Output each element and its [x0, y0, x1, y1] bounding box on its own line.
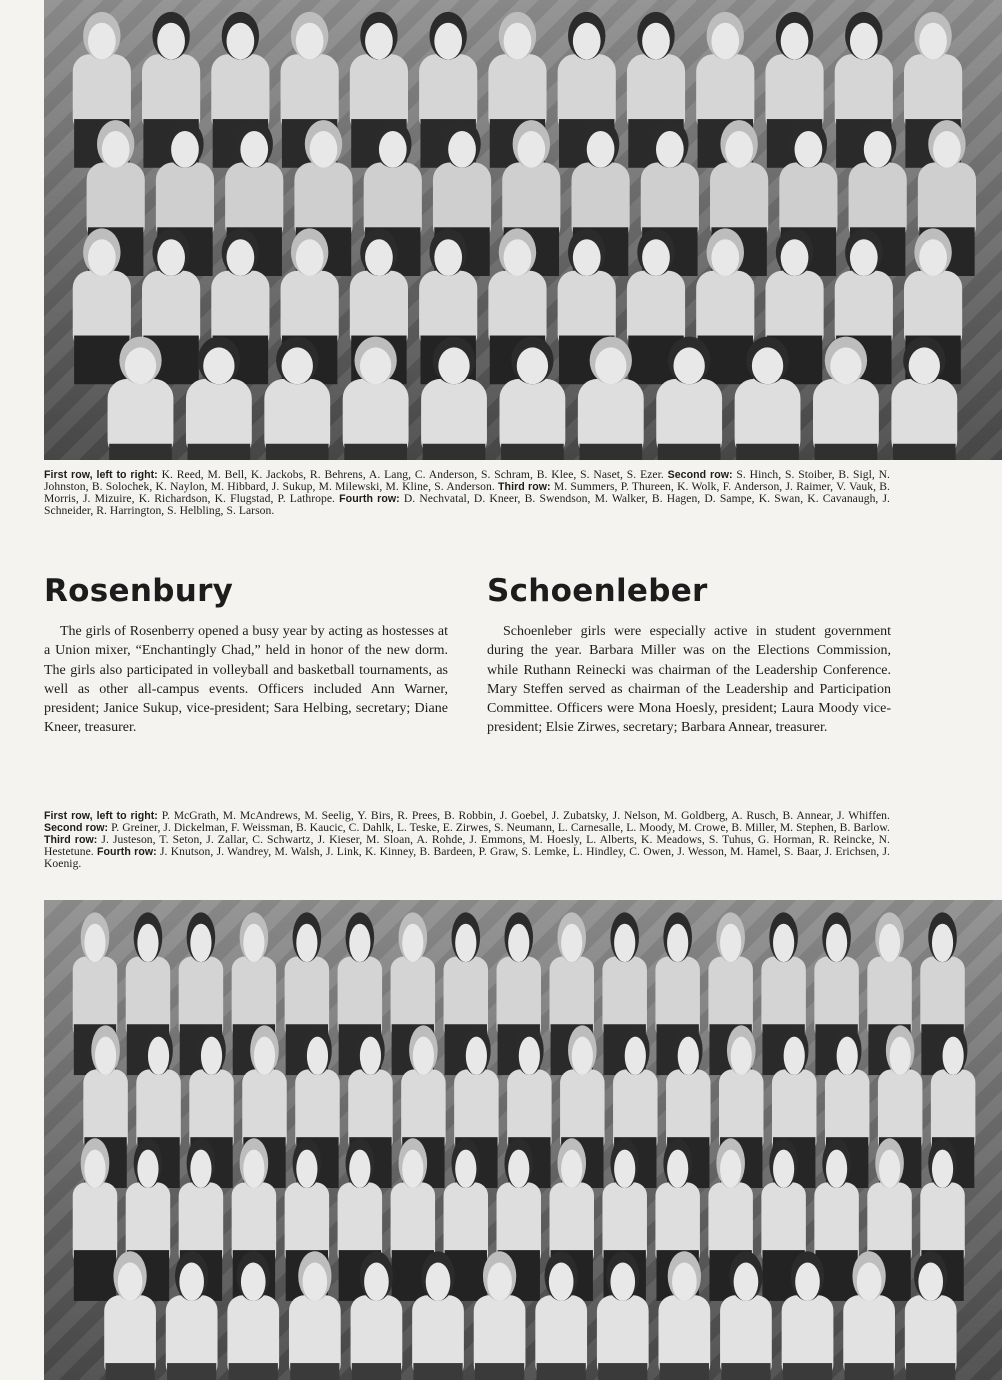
schoenleber-group-photo — [44, 900, 1002, 1380]
rosenbury-caption-row2-names: S. Hinch, S. Stoiber, B. Sigl, N. Johnston, B. Solochek, K. Naylon, M. Hibbard, J. Sukup, M. Milewski, M. Kline, S. Anderson. — [44, 468, 890, 494]
rosenbury-body: The girls of Rosenberry opened a busy year by acting as hostesses at a Union mixer, “Enchantingly Chad,” held in honor of the new dorm. The girls also participated in volleyball and basketball tournaments, as well as other all-campus events. Officers included Ann Warner, president; Janice Sukup, vice-president; Sara Helbing, secretary; Diane Kneer, treasurer. — [44, 624, 448, 736]
schoenleber-caption-row3-names: J. Justeson, T. Seton, J. Zallar, C. Schwartz, J. Kieser, M. Sloan, A. Rohde, J. Emmons, M. Hoesly, L. Alberts, K. Meadows, S. Tuhus, G. Horman, R. Reincke, N. Hestetune. — [44, 833, 890, 859]
rosenbury-caption-row2-label: Second row: — [667, 469, 733, 481]
rosenbury-heading: Rosenbury — [44, 573, 234, 609]
schoenleber-caption-row2-names: P. Greiner, J. Dickelman, F. Weissman, B. Kaucic, C. Dahlk, L. Teske, E. Zirwes, S. Neumann, L. Carnesalle, L. Moody, M. Crowe, B. Miller, M. Stephen, B. Barlow. — [111, 821, 890, 835]
schoenleber-photo-caption — [44, 810, 890, 870]
schoenleber-heading: Schoenleber — [487, 573, 708, 609]
schoenleber-caption-row1-names: P. McGrath, M. McAndrews, M. Seelig, Y. Birs, R. Prees, B. Robbin, J. Goebel, J. Zubatsky, J. Nelson, M. Goldberg, A. Rusch, B. Annear, J. Whiffen. — [161, 809, 890, 822]
schoenleber-caption-row4-label: Fourth row: — [97, 846, 157, 859]
schoenleber-photo-figures — [44, 900, 1002, 1380]
schoenleber-caption-row3-label: Third row: — [44, 834, 98, 847]
rosenbury-caption-row4-names: D. Nechvatal, D. Kneer, B. Swendson, M. Walker, B. Hagen, D. Sampe, K. Swan, K. Cavanaugh, J. Schneider, R. Harrington, S. Helbling, S. Larson. — [44, 492, 891, 518]
rosenbury-caption-row3-label: Third row: — [498, 481, 551, 494]
rosenbury-caption-row3-names: M. Summers, P. Thureen, K. Wolk, F. Anderson, J. Raimer, V. Vauk, B. Morris, J. Mizuire, K. Richardson, K. Flugstad, P. Lathrope. — [44, 480, 891, 506]
schoenleber-caption-row2-label: Second row: — [44, 822, 109, 835]
rosenbury-caption-row4-label: Fourth row: — [339, 493, 400, 506]
schoenleber-caption-row4-names: J. Knutson, J. Wandrey, M. Walsh, J. Link, K. Kinney, B. Bardeen, P. Graw, S. Lemke, L. Hindley, C. Owen, J. Wesson, M. Hamel, S. Baar, J. Erichsen, J. Koenig. — [44, 845, 890, 871]
rosenbury-photo-figures — [44, 0, 1002, 460]
rosenbury-group-photo — [44, 0, 1002, 460]
schoenleber-caption-row1-label: First row, left to right: — [44, 810, 158, 822]
rosenbury-photo-caption — [44, 469, 890, 517]
schoenleber-body: Schoenleber girls were especially active in student government during the year. Barbara Miller was on the Elections Commission, while Ruthann Reinecki was chairman of the Leadership Conference. Mary Steffen served as chairman of the Leadership and Participation Committee. Officers were Mona Hoesly, president; Laura Moody vice-president; Elsie Zirwes, secretary; Barbara Annear, treasurer. — [487, 624, 891, 736]
rosenbury-caption-row1-label: First row, left to right: — [44, 469, 158, 481]
rosenbury-caption-row1-names: K. Reed, M. Bell, K. Jackobs, R. Behrens, A. Lang, C. Anderson, S. Schram, B. Klee, S. Naset, S. Ezer. — [161, 468, 664, 481]
